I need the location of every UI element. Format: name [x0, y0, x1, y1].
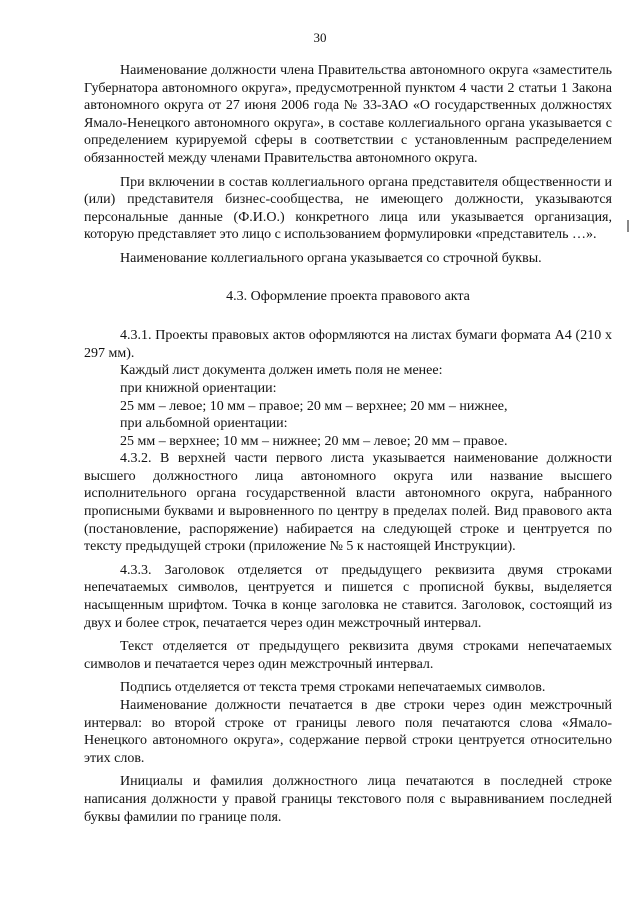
paragraph-position-title: Наименование должности печатается в две строки через один межстрочный интервал: во второй строке от границы левого поля печатаются слова «Ямало-Ненецкого автономного округа», содержание первой строки центруется относительно этих слов. [84, 698, 612, 766]
paragraph-4-3-2: 4.3.2. В верхней части первого листа указывается наименование должности высшего должностного лица автономного округа или название высшего исполнительного органа государственной власти автономного округа, набранного прописными буквами и выровненного по центру в пределах полей. Вид правового акта (постановление, распоряжение) набирается на следующей строке и центруется по тексту предыдущей строки (приложение № 5 к настоящей Инструкции). [84, 451, 612, 555]
margins-intro: Каждый лист документа должен иметь поля не менее: [120, 363, 443, 379]
section-heading: 4.3. Оформление проекта правового акта [226, 288, 470, 304]
portrait-label: при книжной ориентации: [120, 380, 277, 396]
document-body [84, 62, 612, 826]
page-number: 30 [313, 30, 327, 45]
landscape-label: при альбомной ориентации: [120, 416, 288, 432]
paragraph-text-spacing: Текст отделяется от предыдущего реквизита двумя строками непечатаемых символов и печатается через один межстрочный интервал. [84, 639, 612, 672]
paragraph-signature-spacing: Подпись отделяется от текста тремя строками непечатаемых символов. [120, 680, 546, 696]
paragraph-initials: Инициалы и фамилия должностного лица печатаются в последней строке написания должности у правой границы текстового поля с выравниванием последней буквы фамилии по границе поля. [84, 774, 612, 825]
paragraph-lowercase-name: Наименование коллегиального органа указывается со строчной буквы. [120, 250, 542, 266]
paragraph-4-3-1: 4.3.1. Проекты правовых актов оформляются на листах бумаги формата А4 (210 х 297 мм). [84, 328, 612, 361]
portrait-margins: 25 мм – левое; 10 мм – правое; 20 мм – верхнее; 20 мм – нижнее, [120, 398, 508, 414]
landscape-margins: 25 мм – верхнее; 10 мм – нижнее; 20 мм – левое; 20 мм – правое. [120, 433, 508, 449]
paragraph-public-representative: При включении в состав коллегиального органа представителя общественности и (или) представителя бизнес-сообщества, не имеющего должности, указываются персональные данные (Ф.И.О.) конкретного лица или указывается организация, которую представляет это лицо с использованием формулировки «представитель …». [84, 174, 612, 243]
paragraph-deputy-governor: Наименование должности члена Правительства автономного округа «заместитель Губернатора автономного округа», предусмотренной пунктом 4 части 2 статьи 1 Закона автономного округа от 27 июня 2006 года № 33-ЗАО «О государственных должностях Ямало-Ненецкого автономного округа», в составе коллегиального органа указывается с определением курируемой сферы в соответствии с установленным распределением обязанностей между членами Правительства автономного округа. [84, 63, 612, 166]
scan-margin-mark [627, 220, 629, 232]
paragraph-4-3-3: 4.3.3. Заголовок отделяется от предыдущего реквизита двумя строками непечатаемых символов, центруется и пишется с прописной буквы, выделяется насыщенным шрифтом. Точка в конце заголовка не ставится. Заголовок, состоящий из двух и более строк, печатается через один межстрочный интервал. [84, 562, 612, 631]
